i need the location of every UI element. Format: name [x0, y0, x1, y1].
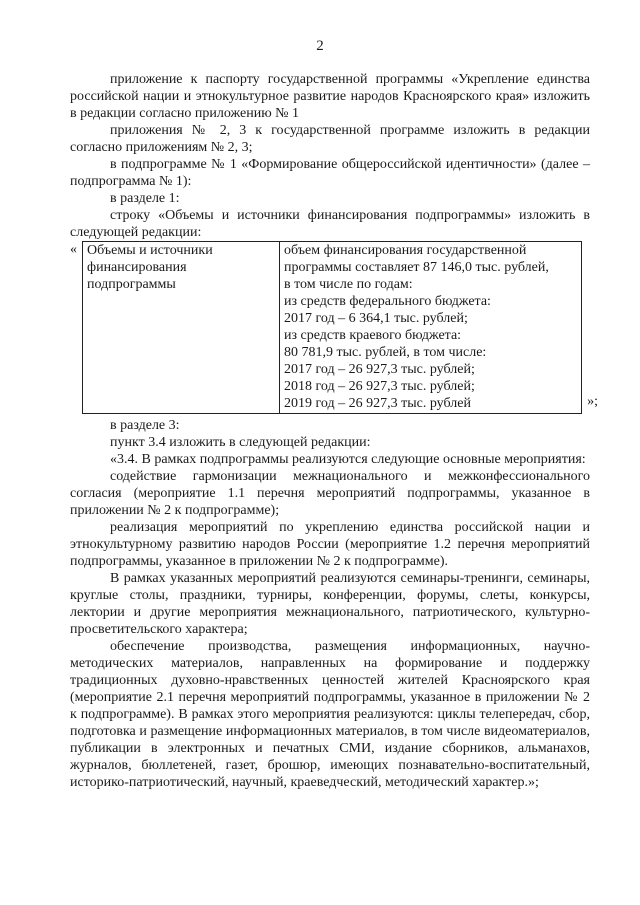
paragraph-body-4: содействие гармонизации межнационального и межконфессионального согласия (мероприятие 1.1 перечня мероприятий подпрограммы, указанное в приложении № 2 к подпрограмме);: [70, 469, 590, 518]
page-number: 2: [316, 38, 324, 54]
table-row: [83, 242, 582, 414]
paragraph-body-2: пункт 3.4 изложить в следующей редакции:: [110, 435, 371, 450]
paragraph-intro-4: в разделе 1:: [110, 191, 180, 206]
paragraph-intro-3: в подпрограмме № 1 «Формирование общероссийской идентичности» (далее – подпрограмма № 1):: [70, 157, 590, 189]
label-line: подпрограммы: [87, 277, 176, 292]
value-line: из средств федерального бюджета:: [284, 294, 491, 309]
value-line: 80 781,9 тыс. рублей, в том числе:: [284, 345, 487, 360]
financing-table: [82, 241, 582, 414]
paragraph-body-6: В рамках указанных мероприятий реализуются семинары-тренинги, семинары, круглые столы, праздники, турниры, конференции, форумы, слеты, конкурсы, лектории и другие мероприятия межнационального, патриотического, культурно-просветительского характера;: [70, 571, 590, 637]
paragraph-intro-1: приложение к паспорту государственной программы «Укрепление единства российской нации и этнокультурное развитие народов Красноярского края» изложить в редакции согласно приложению № 1: [70, 72, 590, 121]
paragraph-body-3: «3.4. В рамках подпрограммы реализуются следующие основные мероприятия:: [110, 452, 586, 467]
label-line: финансирования: [87, 260, 187, 275]
value-line: в том числе по годам:: [284, 277, 413, 292]
table-value-cell: [280, 242, 582, 414]
value-line: 2017 год – 6 364,1 тыс. рублей;: [284, 311, 468, 326]
table-close-quote: »;: [587, 394, 598, 409]
paragraph-body-1: в разделе 3:: [110, 418, 180, 433]
document-body: [70, 71, 598, 791]
table-open-quote: «: [70, 242, 77, 257]
paragraph-body-7: обеспечение производства, размещения информационных, научно-методических материалов, направленных на формирование и поддержку традиционных духовно-нравственных ценностей жителей Красноярского края (мероприятие 2.1 перечня мероприятий подпрограммы, указанное в приложении № 2 к подпрограмме). В рамках этого мероприятия реализуются: циклы телепередач, сбор, подготовка и размещение информационных материалов, в том числе видеоматериалов, публикации в электронных и печатных СМИ, издание сборников, альманахов, журналов, бюллетеней, газет, брошюр, имеющих познавательно-воспитательный, историко-патриотический, научный, краеведческий, методический характер.»;: [70, 639, 590, 790]
value-line: 2018 год – 26 927,3 тыс. рублей;: [284, 379, 475, 394]
table-label-cell: [83, 242, 280, 414]
value-line: из средств краевого бюджета:: [284, 328, 462, 343]
financing-table-block: [70, 241, 598, 414]
label-line: Объемы и источники: [87, 243, 213, 258]
paragraph-body-5: реализация мероприятий по укреплению единства российской нации и этнокультурному развитию народов России (мероприятие 1.2 перечня мероприятий подпрограммы, указанное в приложении № 2 к подпрограмме).: [70, 520, 590, 569]
value-line: программы составляет 87 146,0 тыс. рублей,: [284, 260, 549, 275]
value-line: объем финансирования государственной: [284, 243, 527, 258]
paragraph-intro-2: приложения № 2, 3 к государственной программе изложить в редакции согласно приложениям № 2, 3;: [70, 123, 590, 155]
value-line: 2019 год – 26 927,3 тыс. рублей: [284, 396, 471, 411]
value-line: 2017 год – 26 927,3 тыс. рублей;: [284, 362, 475, 377]
paragraph-intro-5: строку «Объемы и источники финансирования подпрограммы» изложить в следующей редакции:: [70, 208, 590, 240]
